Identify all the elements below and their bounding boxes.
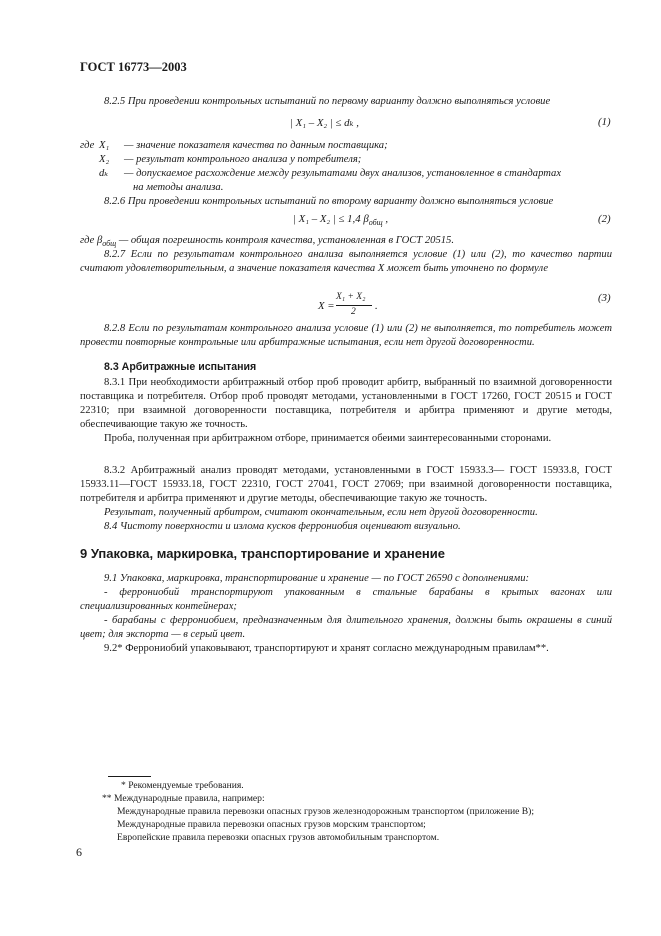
section-9-heading: 9 Упаковка, маркировка, транспортирование и хранение bbox=[80, 546, 446, 561]
clause-9-1-item-2: - барабаны с феррониобием, предназначенным для длительного хранения, должны быть окрашены в синий цвет; для экспорта — в серый цвет. bbox=[80, 615, 612, 640]
definition-dk-symbol: dₖ bbox=[99, 168, 109, 179]
clause-9-1-item-1: - феррониобий транспортируют упакованным в стальные барабаны в крытых вагонах или специализированных контейнерах; bbox=[80, 587, 612, 612]
formula-2-end: , bbox=[382, 213, 389, 225]
definition-dk-continuation: на методы анализа. bbox=[133, 182, 224, 193]
definition-dk-text: — допускаемое расхождение между результатами двух анализов, установленное в стандартах bbox=[124, 168, 562, 179]
document-header: ГОСТ 16773—2003 bbox=[80, 60, 187, 74]
clause-8-2-7: 8.2.7 Если по результатам контрольного анализа выполняется условие (1) или (2), то качество партии считают удовлетворительным, а значение показателя качества X может быть уточнено по формуле bbox=[80, 249, 612, 274]
clause-8-2-5: 8.2.5 При проведении контрольных испытаний по первому варианту должно выполняться условие bbox=[104, 96, 551, 107]
formula-1-number: (1) bbox=[598, 116, 611, 128]
clause-8-3-1-sample: Проба, полученная при арбитражном отборе, принимается обеими заинтересованными сторонами. bbox=[104, 433, 552, 444]
definition-beta-subscript: общ bbox=[102, 239, 117, 249]
formula-3-denominator: 2 bbox=[351, 307, 356, 317]
footnote-1: * Рекомендуемые требования. bbox=[121, 780, 244, 791]
page-number: 6 bbox=[76, 845, 82, 859]
clause-8-3-2-result: Результат, полученный арбитром, считают окончательным, если нет другой договоренности. bbox=[104, 507, 538, 518]
definition-x1-symbol: X₁ bbox=[99, 140, 110, 151]
section-8-3-heading: 8.3 Арбитражные испытания bbox=[104, 361, 257, 373]
clause-8-3-2: 8.3.2 Арбитражный анализ проводят методами, установленными в ГОСТ 15933.3— ГОСТ 15933.8, ГОСТ 15933.11—ГОСТ 15933.18, ГОСТ 22310, ГОСТ 27041, ГОСТ 27069; при взаимной договоренности поставщика, потребителя и арбитра применяют и другие методы, обеспечивающие такую же точность. bbox=[80, 465, 612, 504]
formula-3-end: . bbox=[375, 300, 378, 312]
clause-8-4: 8.4 Чистоту поверхности и излома кусков феррониобия оценивают визуально. bbox=[104, 521, 461, 532]
formula-1: | X₁ – X₂ | ≤ dₖ , bbox=[290, 117, 359, 129]
clause-8-2-8: 8.2.8 Если по результатам контрольного анализа условие (1) или (2) не выполняется, то потребитель может провести повторные контрольные или арбитражные испытания, если нет другой договоренности. bbox=[80, 323, 612, 348]
definition-x1-text: — значение показателя качества по данным поставщика; bbox=[124, 140, 388, 151]
formula-3-lhs: X = bbox=[318, 300, 335, 312]
footnote-2-item-1: Международные правила перевозки опасных грузов железнодорожным транспортом (приложение В); bbox=[117, 806, 535, 817]
formula-2-main: | X₁ – X₂ | ≤ 1,4 β bbox=[293, 213, 369, 225]
clause-8-3-1: 8.3.1 При необходимости арбитражный отбор проб проводит арбитр, выбранный по взаимной договоренности поставщика и потребителя. Отбор проб проводят методами, установленными в ГОСТ 17260, ГОСТ 20515 и ГОСТ 22310; при взаимной договоренности поставщика, потребителя и арбитра применяют и другие методы, обеспечивающие такую же точность. bbox=[80, 377, 612, 430]
formula-3-numerator: X₁ + X₂ bbox=[336, 292, 366, 302]
definition-beta-text: — общая погрешность контроля качества, установленная в ГОСТ 20515. bbox=[116, 235, 454, 246]
clause-9-1: 9.1 Упаковка, маркировка, транспортирование и хранение — по ГОСТ 26590 с дополнениями: bbox=[104, 573, 530, 584]
definition-beta-symbol: где β bbox=[80, 235, 103, 246]
formula-2-subscript: общ bbox=[368, 218, 383, 228]
formula-2-number: (2) bbox=[598, 213, 611, 225]
formula-3-number: (3) bbox=[598, 292, 611, 304]
footnote-2-item-2: Международные правила перевозки опасных грузов морским транспортом; bbox=[117, 819, 426, 830]
definition-x2-text: — результат контрольного анализа у потребителя; bbox=[124, 154, 362, 165]
clause-8-2-6: 8.2.6 При проведении контрольных испытаний по второму варианту должно выполняться условие bbox=[104, 196, 554, 207]
definition-x2-symbol: X₂ bbox=[99, 154, 110, 165]
clause-9-2: 9.2* Феррониобий упаковывают, транспортируют и хранят согласно международным правилам**. bbox=[104, 643, 549, 654]
footnote-2: ** Международные правила, например: bbox=[102, 793, 265, 804]
formula-3-fraction-line bbox=[336, 305, 372, 306]
footnote-separator bbox=[108, 776, 151, 777]
where-label: где bbox=[80, 140, 95, 151]
formula-2 bbox=[293, 213, 388, 227]
footnote-2-item-3: Европейские правила перевозки опасных грузов автомобильным транспортом. bbox=[117, 832, 440, 843]
